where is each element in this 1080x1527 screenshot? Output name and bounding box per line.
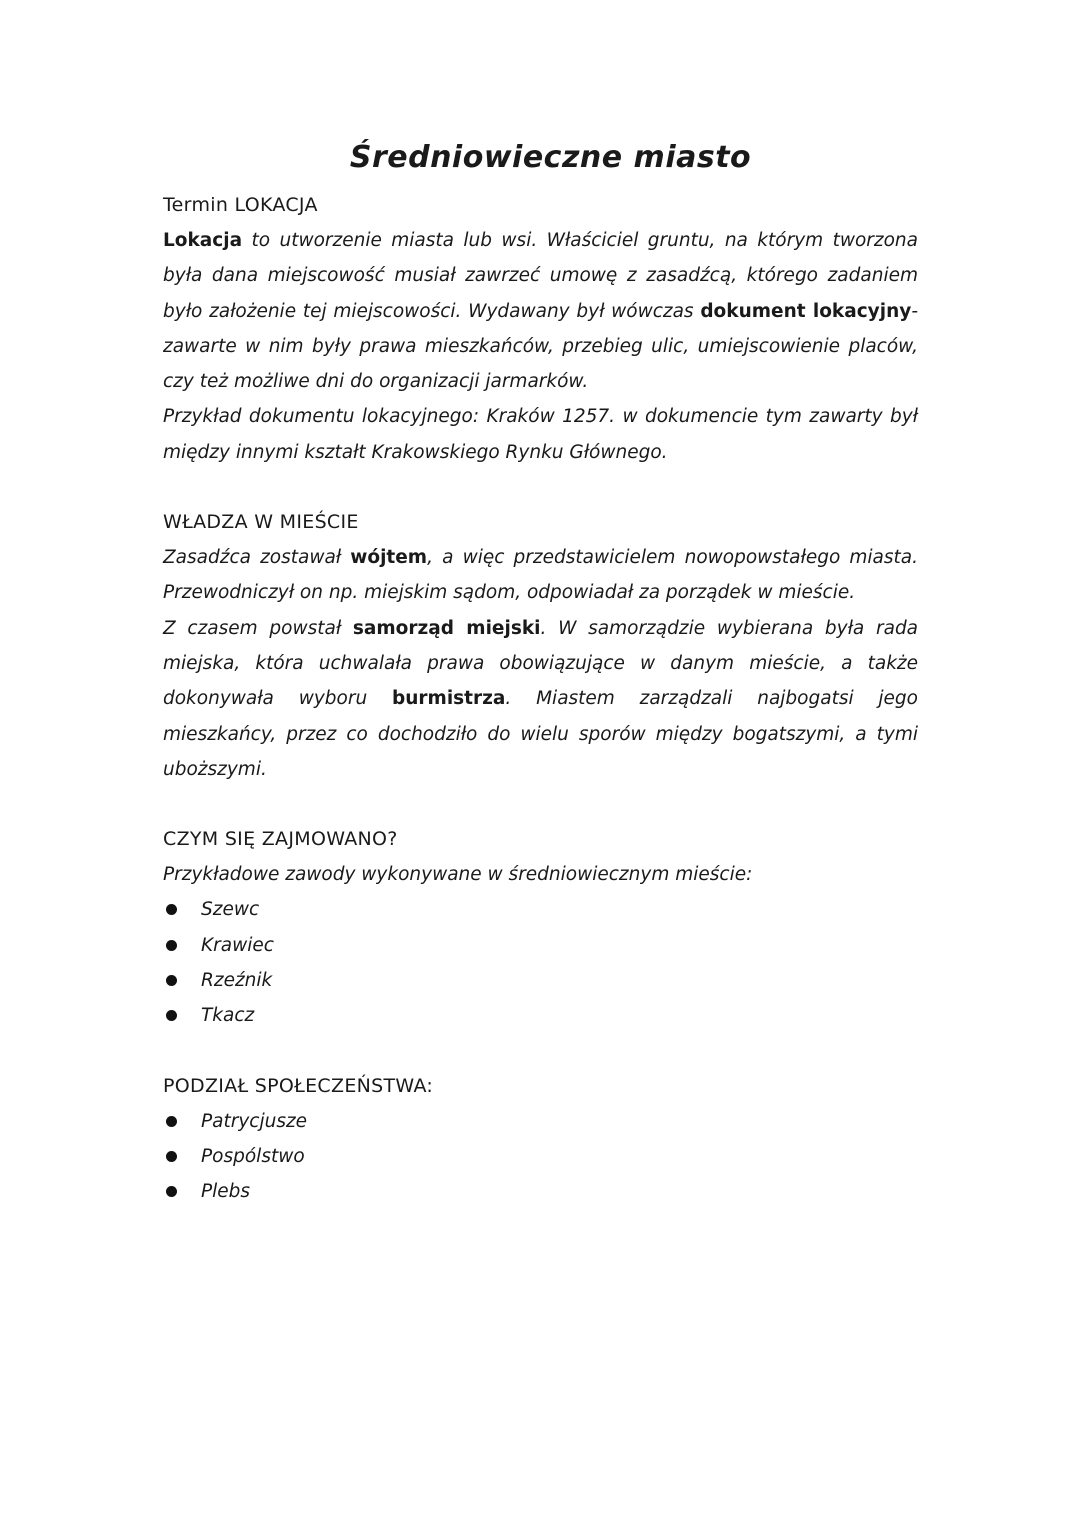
bold-term: wójtem [350,547,428,569]
bullet-icon [166,975,177,986]
section-heading: Termin LOKACJA [163,194,318,216]
section-wladza [163,505,918,787]
society-list [163,1104,918,1210]
bullet-icon [166,1116,177,1127]
bullet-icon [166,1151,177,1162]
section-heading: CZYM SIĘ ZAJMOWANO? [163,828,398,851]
list-item: Rzeźnik [163,963,918,998]
bullet-icon [166,1010,177,1021]
paragraph: Z czasem powstał samorząd miejski. W samorządzie wybierana była rada miejska, która uchwalała prawa obowiązujące w danym mieście, a także dokonywała wyboru burmistrza. Miastem zarządzali najbogatsi jego mieszkańcy, przez co dochodziło do wielu sporów między bogatszymi, a tymi uboższymi. [163,617,919,780]
document-page [163,138,918,1210]
section-heading: PODZIAŁ SPOŁECZEŃSTWA: [163,1074,434,1097]
bold-term: burmistrza [392,688,506,710]
paragraph: Lokacja to utworzenie miasta lub wsi. Właściciel gruntu, na którym tworzona była dana miejscowość musiał zawrzeć umowę z zasadźcą, którego zadaniem było założenie tej miejscowości. Wydawany był wówczas dokument lokacyjny- zawarte w nim były prawa mieszkańców, przebieg ulic, umiejscowienie placów, czy też możliwe dni do organizacji jarmarków. [163,230,919,393]
bold-term: dokument lokacyjny [700,300,912,322]
bold-term: samorząd miejski [352,617,541,639]
bold-term: Lokacja [163,230,243,251]
list-item: Szewc [163,892,918,927]
list-item: Plebs [163,1174,918,1209]
section-lokacja [163,188,918,470]
paragraph: Zasadźca zostawał wójtem, a więc przedstawicielem nowopowstałego miasta. Przewodniczył on np. miejskim sądom, odpowiadał za porządek w mieście. [163,547,919,604]
list-item: Pospólstwo [163,1139,918,1174]
bullet-icon [166,904,177,915]
list-item: Patrycjusze [163,1104,918,1139]
section-podzial [163,1069,918,1210]
paragraph: Przykładowe zawody wykonywane w średniowiecznym mieście: [163,864,753,886]
bullet-icon [166,940,177,951]
paragraph: Przykład dokumentu lokacyjnego: Kraków 1257. w dokumencie tym zawarty był między innymi kształt Krakowskiego Rynku Głównego. [163,406,918,463]
list-item: Tkacz [163,998,918,1033]
section-zajecia [163,822,918,1033]
list-item: Krawiec [163,928,918,963]
page-title: Średniowieczne miasto [349,140,752,175]
section-heading: WŁADZA W MIEŚCIE [163,511,359,534]
bullet-icon [166,1186,177,1197]
occupations-list [163,892,918,1033]
